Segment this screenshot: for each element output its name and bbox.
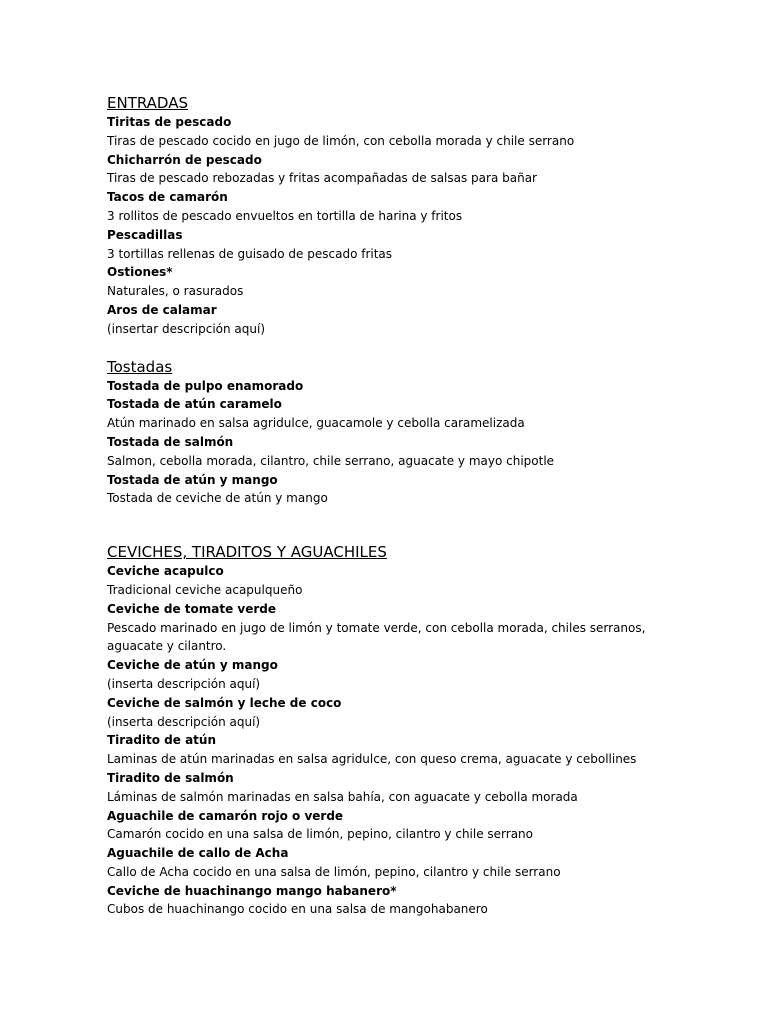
spacer <box>107 339 687 357</box>
item-description: Laminas de atún marinadas en salsa agridulce, con queso crema, aguacate y cebollines <box>107 752 637 767</box>
item-name: Tiritas de pescado <box>107 115 232 129</box>
item-description: (inserta descripción aquí) <box>107 714 261 729</box>
item-name: Tostada de salmón <box>107 434 234 449</box>
item-name: Ceviche de salmón y leche de coco <box>107 695 342 710</box>
item-name: Chicharrón de pescado <box>107 152 262 167</box>
item-description: Callo de Acha cocido en una salsa de limón, pepino, cilantro y chile serrano <box>107 864 561 879</box>
item-description: (inserta descripción aquí) <box>107 676 261 691</box>
item-name: Tacos de camarón <box>107 190 228 205</box>
item-description: Tradicional ceviche acapulqueño <box>107 582 303 597</box>
item-description: Láminas de salmón marinadas en salsa bahía, con aguacate y cebolla morada <box>107 789 578 804</box>
section-title: CEVICHES, TIRADITOS Y AGUACHILES <box>107 543 387 562</box>
item-description: Tiras de pescado rebozadas y fritas acompañadas de salsas para bañar <box>107 171 537 186</box>
item-name: Ceviche de atún y mango <box>107 658 278 673</box>
section-title: ENTRADAS <box>107 94 189 112</box>
item-name: Aros de calamar <box>107 302 217 317</box>
item-description: 3 tortillas rellenas de guisado de pescado fritas <box>107 246 393 261</box>
document-page <box>107 93 687 919</box>
item-description: Atún marinado en salsa agridulce, guacamole y cebolla caramelizada <box>107 416 525 431</box>
item-name: Ceviche acapulco <box>107 564 224 579</box>
item-name: Aguachile de camarón rojo o verde <box>107 808 344 823</box>
section-ceviches <box>107 542 687 919</box>
section-title: Tostadas <box>107 357 173 376</box>
section-tostadas <box>107 357 687 509</box>
section-entradas <box>107 93 687 339</box>
spacer <box>107 508 687 542</box>
item-description: Cubos de huachinango cocido en una salsa de mangohabanero <box>107 902 488 917</box>
item-name: Tostada de pulpo enamorado <box>107 378 304 393</box>
item-description: Pescado marinado en jugo de limón y tomate verde, con cebolla morada, chiles serranos, aguacate y cilantro. <box>107 620 646 654</box>
item-description: 3 rollitos de pescado envueltos en tortilla de harina y fritos <box>107 208 463 223</box>
item-name: Pescadillas <box>107 227 183 242</box>
item-name: Tostada de atún y mango <box>107 472 278 487</box>
item-name: Tostada de atún caramelo <box>107 397 282 412</box>
item-name: Tiradito de salmón <box>107 770 234 785</box>
item-name: Ceviche de tomate verde <box>107 601 277 616</box>
item-description: Salmon, cebolla morada, cilantro, chile serrano, aguacate y mayo chipotle <box>107 453 555 468</box>
item-description: Camarón cocido en una salsa de limón, pepino, cilantro y chile serrano <box>107 827 533 842</box>
item-description: Tostada de ceviche de atún y mango <box>107 491 328 506</box>
item-name: Tiradito de atún <box>107 733 217 748</box>
item-name: Ceviche de huachinango mango habanero* <box>107 883 397 898</box>
item-name: Ostiones* <box>107 265 173 280</box>
item-description: Naturales, o rasurados <box>107 284 244 299</box>
item-name: Aguachile de callo de Acha <box>107 846 289 861</box>
item-description: Tiras de pescado cocido en jugo de limón, con cebolla morada y chile serrano <box>107 133 575 148</box>
item-description: (insertar descripción aquí) <box>107 321 266 336</box>
